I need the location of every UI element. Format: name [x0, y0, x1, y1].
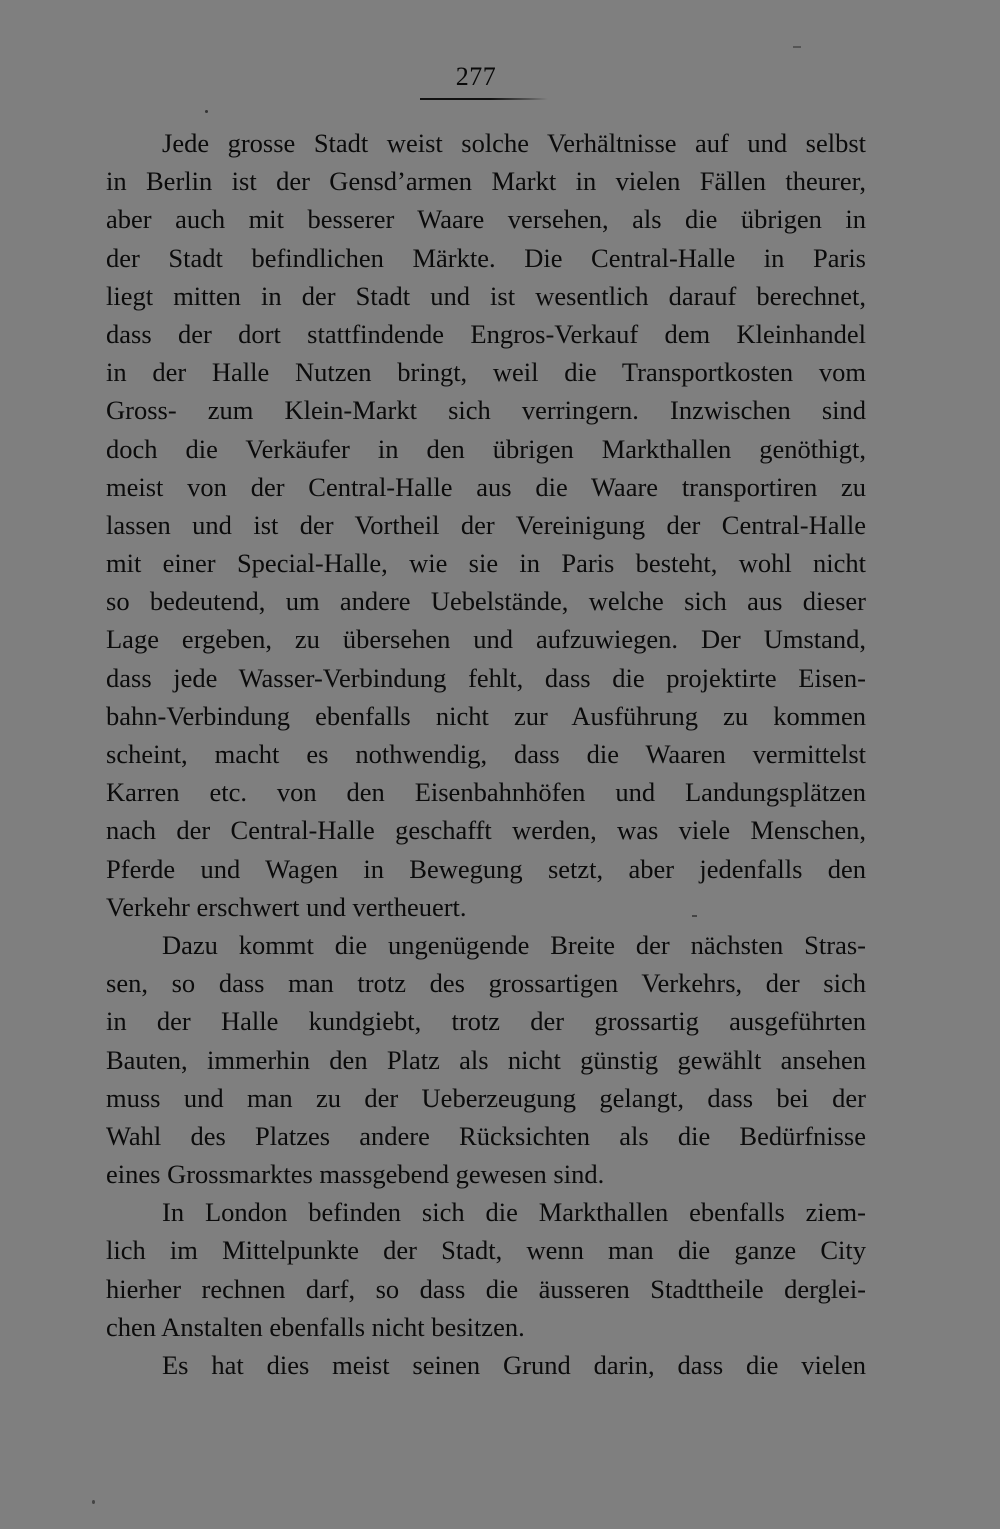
text-line: der Stadt befindlichen Märkte. Die Central-Halle in Paris	[106, 242, 866, 273]
scan-speck	[692, 915, 697, 917]
text-line: lassen und ist der Vortheil der Vereinigung der Central-Halle	[106, 509, 866, 540]
text-line: eines Grossmarktes massgebend gewesen sind.	[106, 1159, 605, 1190]
paragraph-4	[106, 1346, 866, 1384]
text-line: dass der dort stattfindende Engros-Verkauf dem Kleinhandel	[106, 318, 866, 349]
text-line: Jede grosse Stadt weist solche Verhältnisse auf und selbst	[162, 128, 866, 158]
text-line: lich im Mittelpunkte der Stadt, wenn man die ganze City	[106, 1235, 866, 1266]
text-line: muss und man zu der Ueberzeugung gelangt, dass bei der	[106, 1082, 866, 1113]
text-line: meist von der Central-Halle aus die Waare transportiren zu	[106, 471, 866, 502]
scan-speck	[205, 110, 208, 113]
text-line: Dazu kommt die ungenügende Breite der nächsten Stras-	[162, 929, 866, 960]
text-line: dass jede Wasser-Verbindung fehlt, dass die projektirte Eisen-	[106, 662, 866, 693]
text-line: hierher rechnen darf, so dass die äusseren Stadttheile derglei-	[106, 1273, 866, 1304]
page-number-rule	[420, 98, 548, 100]
text-line: Lage ergeben, zu übersehen und aufzuwiegen. Der Umstand,	[106, 624, 866, 655]
page-number: 277	[455, 62, 497, 91]
text-line: In London befinden sich die Markthallen ebenfalls ziem-	[162, 1197, 866, 1228]
text-line: Pferde und Wagen in Bewegung setzt, aber jedenfalls den	[106, 853, 866, 884]
text-line: Karren etc. von den Eisenbahnhöfen und Landungsplätzen	[106, 777, 866, 808]
text-line: Verkehr erschwert und vertheuert.	[106, 891, 467, 922]
text-line: liegt mitten in der Stadt und ist wesentlich darauf berechnet,	[106, 280, 866, 311]
scan-speck	[92, 1500, 95, 1504]
paragraph-3	[106, 1193, 866, 1346]
text-line: Wahl des Platzes andere Rücksichten als die Bedürfnisse	[106, 1120, 866, 1151]
text-line: mit einer Special-Halle, wie sie in Paris besteht, wohl nicht	[106, 548, 866, 579]
paragraph-1	[106, 124, 866, 926]
body-text	[106, 124, 866, 1384]
text-line: chen Anstalten ebenfalls nicht besitzen.	[106, 1311, 525, 1342]
text-line: doch die Verkäufer in den übrigen Markthallen genöthigt,	[106, 433, 866, 464]
text-line: Es hat dies meist seinen Grund darin, dass die vielen	[162, 1350, 866, 1380]
text-line: sen, so dass man trotz des grossartigen Verkehrs, der sich	[106, 968, 866, 999]
text-line: aber auch mit besserer Waare versehen, als die übrigen in	[106, 204, 866, 235]
text-line: so bedeutend, um andere Uebelstände, welche sich aus dieser	[106, 586, 866, 617]
text-line: Bauten, immerhin den Platz als nicht günstig gewählt ansehen	[106, 1044, 866, 1075]
text-line: scheint, macht es nothwendig, dass die Waaren vermittelst	[106, 739, 866, 769]
text-line: in der Halle kundgiebt, trotz der grossartig ausgeführten	[106, 1006, 866, 1037]
paragraph-2	[106, 926, 866, 1193]
text-line: Gross- zum Klein-Markt sich verringern. Inzwischen sind	[106, 395, 866, 426]
scan-speck	[793, 46, 801, 48]
text-line: nach der Central-Halle geschafft werden, was viele Menschen,	[106, 815, 866, 846]
text-line: bahn-Verbindung ebenfalls nicht zur Ausführung zu kommen	[106, 700, 866, 731]
text-line: in Berlin ist der Gensd’armen Markt in vielen Fällen theurer,	[106, 166, 866, 197]
text-line: in der Halle Nutzen bringt, weil die Transportkosten vom	[106, 357, 866, 388]
